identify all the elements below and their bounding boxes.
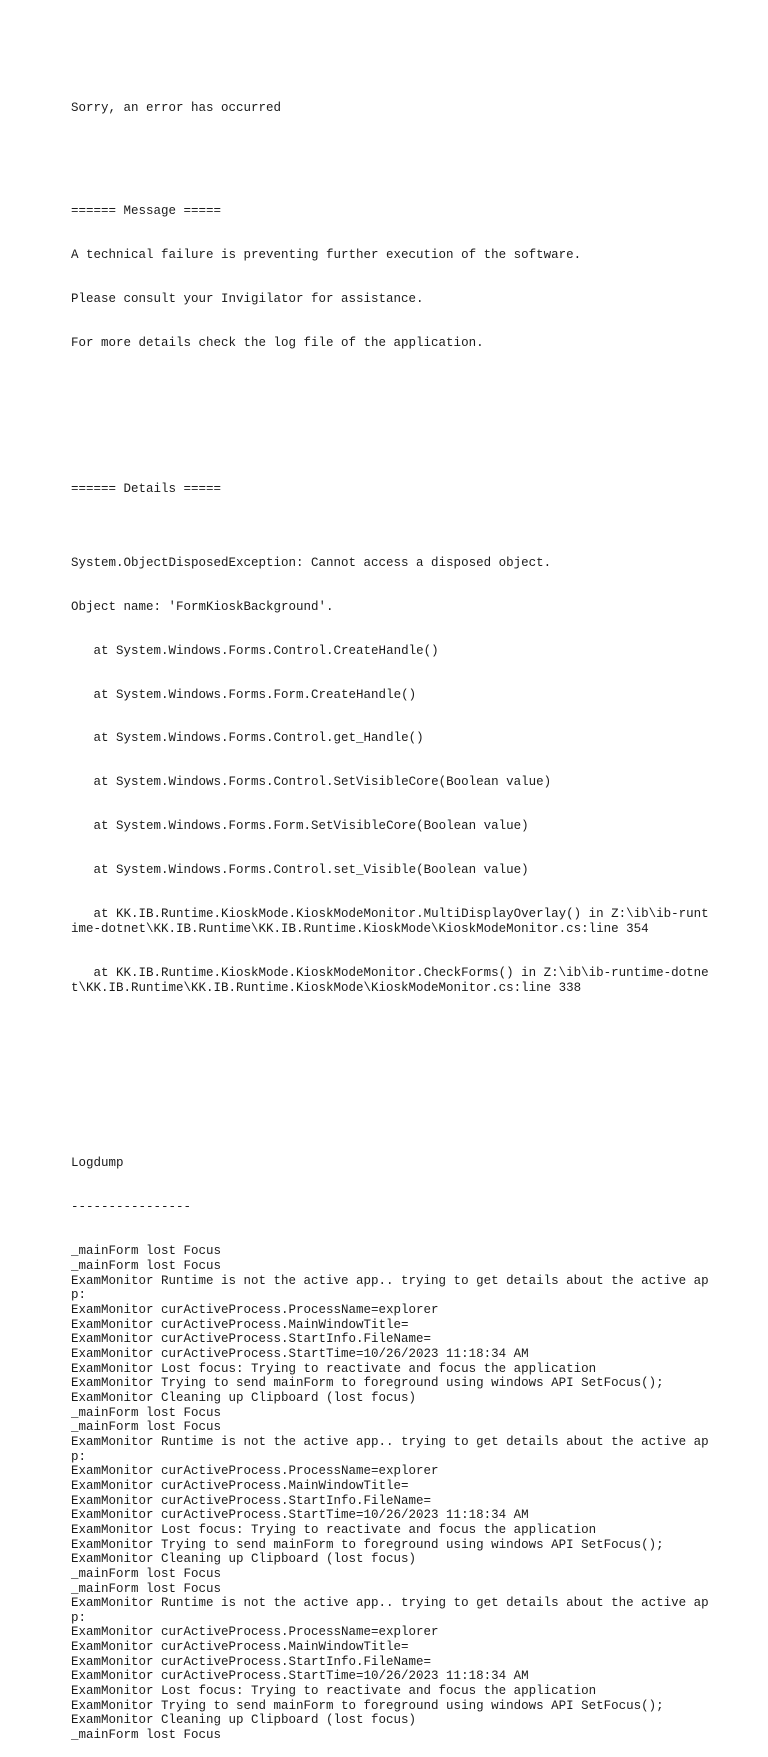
log-line: ExamMonitor curActiveProcess.StartTime=10/26/2023 11:18:34 AM: [71, 1508, 529, 1523]
log-line: _mainForm lost Focus: [71, 1405, 222, 1420]
log-line: ExamMonitor curActiveProcess.MainWindowTitle=: [71, 1317, 409, 1332]
stack-frame-line: at KK.IB.Runtime.KioskMode.KioskModeMonitor.MultiDisplayOverlay() in Z:\ib\ib-runtime-dotnet\KK.IB.Runtime\KK.IB.Runtime.KioskMode\KioskModeMonitor.cs:line 354: [71, 907, 709, 937]
error-report: [71, 72, 711, 1757]
log-line: ExamMonitor Trying to send mainForm to foreground using windows API SetFocus();: [71, 1537, 664, 1552]
log-line: ExamMonitor Trying to send mainForm to foreground using windows API SetFocus();: [71, 1376, 664, 1391]
message-header: ====== Message =====: [71, 203, 222, 218]
log-line: ExamMonitor Runtime is not the active app.. trying to get details about the active app:: [71, 1273, 709, 1303]
log-line: ExamMonitor Runtime is not the active app.. trying to get details about the active app:: [71, 1596, 709, 1625]
log-line: ExamMonitor curActiveProcess.StartInfo.FileName=: [71, 1332, 432, 1347]
spacer: [71, 1054, 711, 1069]
log-line: _mainForm lost Focus: [71, 1244, 222, 1259]
log-line: ExamMonitor curActiveProcess.StartInfo.FileName=: [71, 1654, 432, 1669]
log-line: ExamMonitor curActiveProcess.StartTime=10/26/2023 11:18:34 AM: [71, 1669, 529, 1684]
logdump-separator: ----------------: [71, 1200, 192, 1215]
log-line: _mainForm lost Focus: [71, 1566, 222, 1581]
details-header: ====== Details =====: [71, 482, 222, 497]
message-line: Please consult your Invigilator for assistance.: [71, 291, 424, 306]
log-line: ExamMonitor curActiveProcess.ProcessName=explorer: [71, 1625, 439, 1640]
message-line: A technical failure is preventing further execution of the software.: [71, 247, 582, 262]
log-line: ExamMonitor curActiveProcess.ProcessName=explorer: [71, 1303, 439, 1318]
details-block: [71, 526, 711, 1024]
spacer: [71, 424, 711, 439]
logdump-lines: [71, 1244, 711, 1742]
log-line: ExamMonitor Cleaning up Clipboard (lost focus): [71, 1713, 417, 1728]
stack-frame-line: at System.Windows.Forms.Control.get_Handle(): [71, 731, 424, 746]
logdump-title: Logdump: [71, 1156, 124, 1171]
log-line: _mainForm lost Focus: [71, 1259, 222, 1274]
log-line: ExamMonitor curActiveProcess.MainWindowTitle=: [71, 1478, 409, 1493]
details-line: Object name: 'FormKioskBackground'.: [71, 599, 334, 614]
stack-frame-line: at System.Windows.Forms.Control.SetVisibleCore(Boolean value): [71, 775, 552, 790]
log-line: ExamMonitor Lost focus: Trying to reactivate and focus the application: [71, 1522, 597, 1537]
details-line: System.ObjectDisposedException: Cannot access a disposed object.: [71, 555, 552, 570]
log-line: ExamMonitor Runtime is not the active app.. trying to get details about the active app:: [71, 1434, 709, 1464]
error-title: Sorry, an error has occurred: [71, 101, 282, 116]
stack-frame-line: at System.Windows.Forms.Form.CreateHandle(): [71, 687, 417, 702]
spacer: [71, 145, 711, 160]
log-line: _mainForm lost Focus: [71, 1420, 222, 1435]
log-line: ExamMonitor Cleaning up Clipboard (lost focus): [71, 1552, 417, 1567]
log-line: ExamMonitor curActiveProcess.StartInfo.FileName=: [71, 1493, 432, 1508]
log-line: ExamMonitor Cleaning up Clipboard (lost focus): [71, 1390, 417, 1405]
message-line: For more details check the log file of the application.: [71, 335, 484, 350]
stack-frame-line: at KK.IB.Runtime.KioskMode.KioskModeMonitor.CheckForms() in Z:\ib\ib-runtime-dotnet\KK.IB.Runtime\KK.IB.Runtime.KioskMode\KioskModeMonitor.cs:line 338: [71, 965, 709, 995]
log-line: ExamMonitor Lost focus: Trying to reactivate and focus the application: [71, 1361, 597, 1376]
log-line: ExamMonitor Lost focus: Trying to reactivate and focus the application: [71, 1684, 597, 1699]
log-line: ExamMonitor curActiveProcess.ProcessName=explorer: [71, 1464, 439, 1479]
log-line: ExamMonitor curActiveProcess.MainWindowTitle=: [71, 1640, 409, 1655]
log-line: ExamMonitor Trying to send mainForm to foreground using windows API SetFocus();: [71, 1698, 664, 1713]
stack-frame-line: at System.Windows.Forms.Control.CreateHandle(): [71, 643, 439, 658]
log-line: _mainForm lost Focus: [71, 1728, 222, 1743]
log-line: ExamMonitor curActiveProcess.StartTime=10/26/2023 11:18:34 AM: [71, 1347, 529, 1362]
log-line: _mainForm lost Focus: [71, 1581, 222, 1596]
stack-frame-line: at System.Windows.Forms.Control.set_Visible(Boolean value): [71, 863, 529, 878]
spacer: [71, 1098, 711, 1113]
spacer: [71, 380, 711, 395]
stack-frame-line: at System.Windows.Forms.Form.SetVisibleCore(Boolean value): [71, 819, 529, 834]
